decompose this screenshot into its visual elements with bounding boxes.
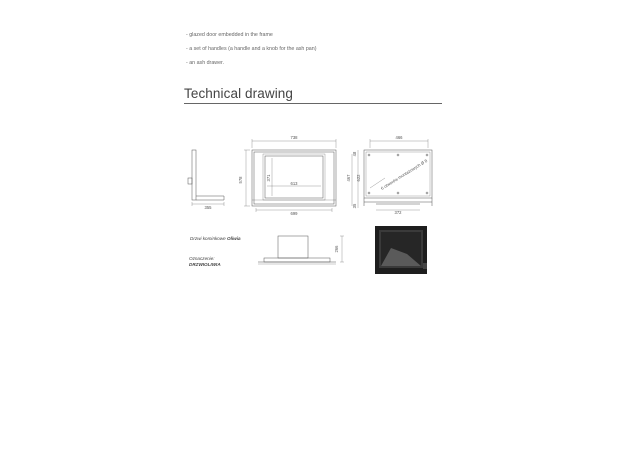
product-label-prefix: Drzwi kominkowe <box>190 236 226 241</box>
dim-height-right: 467 <box>346 174 351 182</box>
product-label <box>190 236 241 241</box>
dim-width-outer: 738 <box>290 135 298 140</box>
dim-height-bottom-gap: 35 <box>352 203 357 209</box>
dim-height-top-gap: 48 <box>352 151 357 157</box>
mounting-view <box>352 139 432 210</box>
front-view <box>244 139 336 212</box>
dim-height-outer: 578 <box>238 176 243 184</box>
dim-depth: 355 <box>204 205 212 210</box>
feature-item: - glazed door embedded in the frame <box>186 32 273 38</box>
door-photo <box>375 226 427 274</box>
marking-label: Oznaczenie: <box>189 256 215 261</box>
dim-glass-height: 371 <box>266 174 271 182</box>
technical-drawing <box>180 128 450 288</box>
dim-top-view-width: 466 <box>395 135 403 140</box>
dim-glass-width: 613 <box>290 181 298 186</box>
marking-code: DRZWIOLIWIA <box>189 262 221 267</box>
feature-item: - a set of handles (a handle and a knob for the ash pan) <box>186 46 317 52</box>
mounting-holes-note: 6 otworów montażowych Ø 8 <box>379 158 429 191</box>
product-label-name: Oliwia <box>227 236 241 241</box>
section-title: Technical drawing <box>184 86 294 101</box>
dim-base-width: 699 <box>290 211 298 216</box>
ash-drawer-view <box>258 236 344 264</box>
feature-list <box>186 28 316 70</box>
dim-bottom-width-right: 372 <box>394 210 402 215</box>
feature-item: - an ash drawer. <box>186 60 224 66</box>
title-divider <box>184 103 442 104</box>
side-view <box>188 150 224 206</box>
dim-ash-height: 266 <box>334 245 339 253</box>
dim-height-right-total: 622 <box>356 174 361 182</box>
